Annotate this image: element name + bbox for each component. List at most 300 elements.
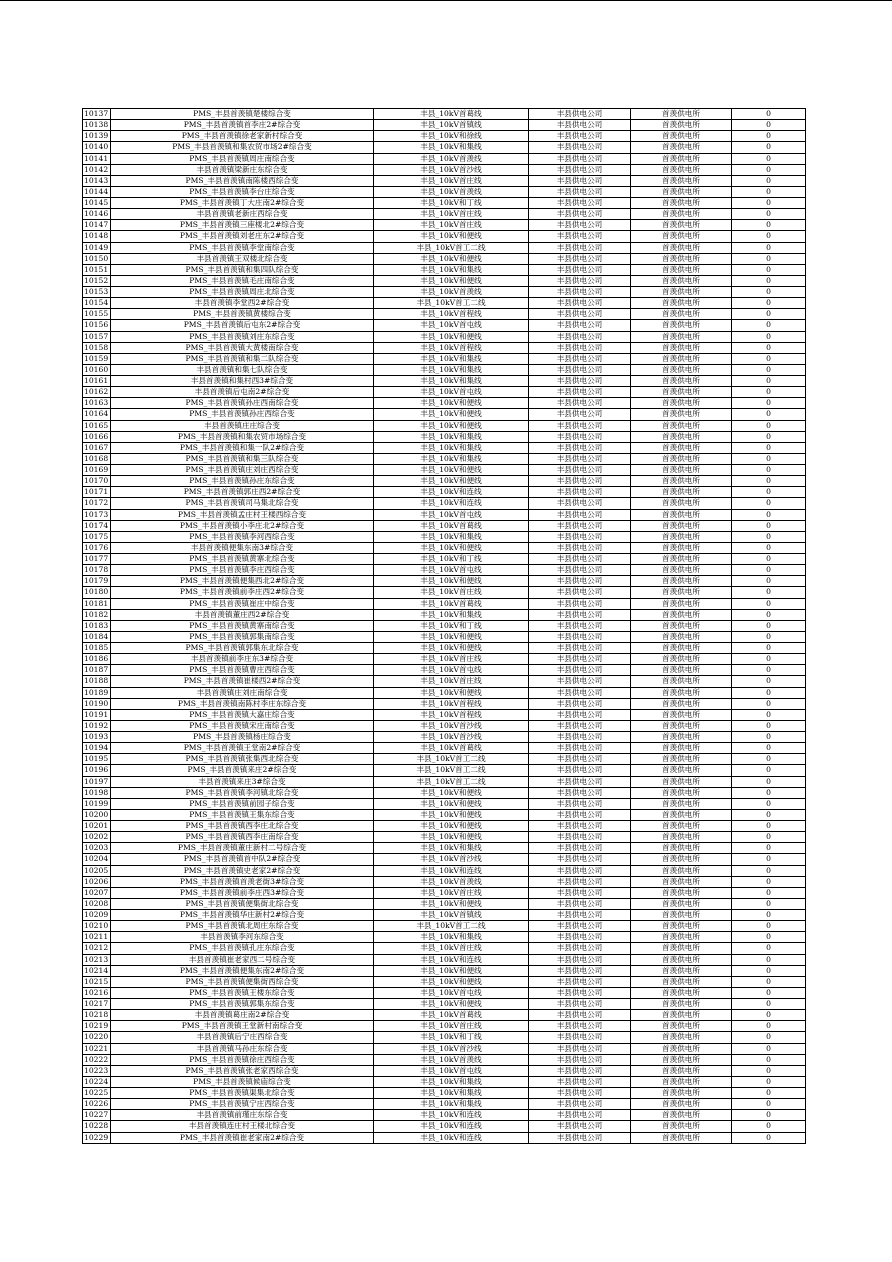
cell-id: 10168 [83,453,111,464]
cell-value: 0 [732,576,806,587]
cell-office: 首羡供电所 [631,865,732,876]
cell-name: PMS_丰县首羡镇和集四队综合变 [111,264,374,275]
cell-value: 0 [732,242,806,253]
cell-name: 丰县首羡镇前瑾庄东综合变 [111,1110,374,1121]
table-row [83,453,806,464]
cell-name: PMS_丰县首羡镇便集街西综合变 [111,976,374,987]
table-row [83,1099,806,1110]
cell-id: 10170 [83,476,111,487]
table-row [83,965,806,976]
cell-name: PMS_丰县首羡镇张老家西综合变 [111,1065,374,1076]
cell-id: 10201 [83,821,111,832]
cell-company: 丰县供电公司 [529,676,631,687]
cell-id: 10141 [83,153,111,164]
cell-line: 丰县_10kV和便线 [374,476,529,487]
cell-id: 10215 [83,976,111,987]
cell-line: 丰县_10kV首镇线 [374,120,529,131]
table-row [83,1132,806,1143]
cell-name: 丰县首羡镇连庄村王楼北综合变 [111,1121,374,1132]
cell-value: 0 [732,1110,806,1121]
cell-company: 丰县供电公司 [529,587,631,598]
cell-id: 10159 [83,353,111,364]
cell-id: 10199 [83,798,111,809]
cell-name: PMS_丰县首羡镇渠集北综合变 [111,1088,374,1099]
table-row [83,631,806,642]
table-row [83,676,806,687]
cell-company: 丰县供电公司 [529,231,631,242]
table-row [83,754,806,765]
cell-office: 首羡供电所 [631,976,732,987]
cell-line: 丰县_10kV和便线 [374,787,529,798]
cell-office: 首羡供电所 [631,465,732,476]
cell-office: 首羡供电所 [631,476,732,487]
cell-company: 丰县供电公司 [529,542,631,553]
table-row [83,264,806,275]
cell-id: 10148 [83,231,111,242]
cell-line: 丰县_10kV和便线 [374,687,529,698]
cell-company: 丰县供电公司 [529,809,631,820]
cell-office: 首羡供电所 [631,709,732,720]
cell-office: 首羡供电所 [631,487,732,498]
cell-office: 首羡供电所 [631,1110,732,1121]
cell-id: 10206 [83,876,111,887]
cell-id: 10146 [83,209,111,220]
cell-value: 0 [732,732,806,743]
table-row [83,921,806,932]
table-row [83,798,806,809]
cell-company: 丰县供电公司 [529,765,631,776]
cell-line: 丰县_10kV和便线 [374,643,529,654]
cell-line: 丰县_10kV首葛线 [374,1010,529,1021]
cell-value: 0 [732,298,806,309]
cell-office: 首羡供电所 [631,798,732,809]
cell-company: 丰县供电公司 [529,409,631,420]
cell-office: 首羡供电所 [631,453,732,464]
cell-line: 丰县_10kV首羡线 [374,876,529,887]
cell-line: 丰县_10kV首工二线 [374,754,529,765]
table-row [83,620,806,631]
cell-name: PMS_丰县首羡镇杨庄综合变 [111,732,374,743]
cell-value: 0 [732,921,806,932]
cell-id: 10144 [83,186,111,197]
cell-value: 0 [732,331,806,342]
table-row [83,509,806,520]
cell-value: 0 [732,832,806,843]
cell-id: 10179 [83,576,111,587]
cell-value: 0 [732,1043,806,1054]
cell-office: 首羡供电所 [631,1088,732,1099]
cell-name: 丰县首羡镇后屯南2#综合变 [111,387,374,398]
cell-office: 首羡供电所 [631,520,732,531]
cell-office: 首羡供电所 [631,598,732,609]
cell-company: 丰县供电公司 [529,654,631,665]
cell-company: 丰县供电公司 [529,242,631,253]
cell-line: 丰县_10kV首程线 [374,342,529,353]
table-row [83,164,806,175]
cell-line: 丰县_10kV首屯线 [374,565,529,576]
cell-office: 首羡供电所 [631,765,732,776]
cell-office: 首羡供电所 [631,209,732,220]
cell-office: 首羡供电所 [631,910,732,921]
cell-id: 10229 [83,1132,111,1143]
table-row [83,298,806,309]
cell-office: 首羡供电所 [631,576,732,587]
cell-id: 10205 [83,865,111,876]
table-row [83,832,806,843]
cell-id: 10160 [83,364,111,375]
cell-id: 10155 [83,309,111,320]
cell-line: 丰县_10kV和集线 [374,1076,529,1087]
cell-name: PMS_丰县首羡镇庄刘庄西综合变 [111,465,374,476]
cell-name: PMS_丰县首羡镇刘庄东综合变 [111,331,374,342]
cell-id: 10138 [83,120,111,131]
cell-name: PMS_丰县首羡镇西李庄北综合变 [111,821,374,832]
cell-id: 10154 [83,298,111,309]
cell-office: 首羡供电所 [631,264,732,275]
cell-id: 10177 [83,554,111,565]
cell-company: 丰县供电公司 [529,554,631,565]
cell-name: PMS_丰县首羡镇小李庄北2#综合变 [111,520,374,531]
table-row [83,999,806,1010]
cell-company: 丰县供电公司 [529,1065,631,1076]
cell-value: 0 [732,821,806,832]
cell-value: 0 [732,565,806,576]
cell-value: 0 [732,498,806,509]
cell-line: 丰县_10kV和便线 [374,809,529,820]
cell-name: PMS_丰县首羡镇和集二队综合变 [111,353,374,364]
cell-id: 10222 [83,1054,111,1065]
cell-name: PMS_丰县首羡镇李庄西综合变 [111,565,374,576]
cell-line: 丰县_10kV首庄线 [374,587,529,598]
cell-name: PMS_丰县首羡镇楚楼综合变 [111,109,374,120]
table-row [83,331,806,342]
cell-value: 0 [732,398,806,409]
cell-name: PMS_丰县首羡镇大嘉庄综合变 [111,709,374,720]
cell-company: 丰县供电公司 [529,965,631,976]
cell-id: 10140 [83,142,111,153]
cell-value: 0 [732,910,806,921]
cell-office: 首羡供电所 [631,654,732,665]
table-row [83,309,806,320]
cell-line: 丰县_10kV和便线 [374,976,529,987]
cell-office: 首羡供电所 [631,932,732,943]
cell-line: 丰县_10kV首工二线 [374,921,529,932]
cell-id: 10165 [83,420,111,431]
cell-company: 丰县供电公司 [529,264,631,275]
cell-id: 10186 [83,654,111,665]
table-row [83,554,806,565]
table-row [83,353,806,364]
cell-value: 0 [732,854,806,865]
cell-office: 首羡供电所 [631,442,732,453]
cell-name: PMS_丰县首羡镇前李庄西3#综合变 [111,887,374,898]
cell-office: 首羡供电所 [631,186,732,197]
table-row [83,954,806,965]
cell-office: 首羡供电所 [631,353,732,364]
cell-line: 丰县_10kV和集线 [374,142,529,153]
cell-value: 0 [732,631,806,642]
cell-line: 丰县_10kV首屯线 [374,509,529,520]
cell-office: 首羡供电所 [631,253,732,264]
cell-line: 丰县_10kV首屯线 [374,387,529,398]
cell-line: 丰县_10kV和便线 [374,798,529,809]
cell-name: PMS_丰县首羡镇南陈楼西综合变 [111,175,374,186]
cell-value: 0 [732,776,806,787]
cell-line: 丰县_10kV首羡线 [374,186,529,197]
cell-value: 0 [732,1010,806,1021]
cell-name: 丰县首羡镇梁新庄东综合变 [111,164,374,175]
cell-id: 10137 [83,109,111,120]
cell-name: PMS_丰县首羡镇郭集东综合变 [111,999,374,1010]
cell-line: 丰县_10kV首庄线 [374,654,529,665]
cell-company: 丰县供电公司 [529,253,631,264]
cell-company: 丰县供电公司 [529,420,631,431]
cell-line: 丰县_10kV首镇线 [374,910,529,921]
cell-company: 丰县供电公司 [529,798,631,809]
cell-office: 首羡供电所 [631,420,732,431]
cell-company: 丰县供电公司 [529,209,631,220]
table-row [83,910,806,921]
cell-office: 首羡供电所 [631,198,732,209]
cell-value: 0 [732,1021,806,1032]
cell-value: 0 [732,887,806,898]
cell-office: 首羡供电所 [631,1021,732,1032]
cell-office: 首羡供电所 [631,554,732,565]
cell-name: PMS_丰县首羡镇大黄楼南综合变 [111,342,374,353]
cell-value: 0 [732,309,806,320]
cell-name: PMS_丰县首羡镇首中队2#综合变 [111,854,374,865]
cell-office: 首羡供电所 [631,843,732,854]
cell-id: 10213 [83,954,111,965]
cell-office: 首羡供电所 [631,1010,732,1021]
cell-line: 丰县_10kV首沙线 [374,164,529,175]
table-row [83,643,806,654]
cell-office: 首羡供电所 [631,999,732,1010]
cell-name: PMS_丰县首羡镇孔庄东综合变 [111,943,374,954]
cell-line: 丰县_10kV首屯线 [374,320,529,331]
table-row [83,1065,806,1076]
cell-id: 10190 [83,698,111,709]
cell-name: PMS_丰县首羡镇郭庄西2#综合变 [111,487,374,498]
cell-value: 0 [732,509,806,520]
cell-line: 丰县_10kV和便线 [374,420,529,431]
cell-company: 丰县供电公司 [529,1132,631,1143]
cell-id: 10171 [83,487,111,498]
cell-line: 丰县_10kV和集线 [374,932,529,943]
table-row [83,709,806,720]
cell-company: 丰县供电公司 [529,520,631,531]
cell-company: 丰县供电公司 [529,398,631,409]
cell-company: 丰县供电公司 [529,153,631,164]
table-row [83,287,806,298]
table-row [83,465,806,476]
cell-name: 丰县首羡镇李河东综合变 [111,932,374,943]
cell-line: 丰县_10kV和便线 [374,965,529,976]
cell-office: 首羡供电所 [631,1099,732,1110]
cell-company: 丰县供电公司 [529,309,631,320]
cell-company: 丰县供电公司 [529,1076,631,1087]
table-row [83,1032,806,1043]
cell-id: 10162 [83,387,111,398]
cell-name: PMS_丰县首羡镇曹庄西综合变 [111,665,374,676]
cell-id: 10223 [83,1065,111,1076]
cell-value: 0 [732,1132,806,1143]
cell-line: 丰县_10kV和集线 [374,453,529,464]
cell-company: 丰县供电公司 [529,921,631,932]
cell-company: 丰县供电公司 [529,320,631,331]
cell-name: PMS_丰县首羡镇后屯东2#综合变 [111,320,374,331]
cell-value: 0 [732,476,806,487]
cell-name: PMS_丰县首羡镇郭集南综合变 [111,631,374,642]
cell-company: 丰县供电公司 [529,976,631,987]
cell-line: 丰县_10kV和集线 [374,353,529,364]
cell-office: 首羡供电所 [631,131,732,142]
table-row [83,809,806,820]
cell-name: PMS_丰县首羡镇和集一队2#综合变 [111,442,374,453]
cell-name: PMS_丰县首羡镇便集东南2#综合变 [111,965,374,976]
table-body [83,109,806,1144]
cell-company: 丰县供电公司 [529,331,631,342]
cell-value: 0 [732,587,806,598]
cell-office: 首羡供电所 [631,320,732,331]
cell-name: PMS_丰县首羡镇李河西综合变 [111,531,374,542]
cell-id: 10203 [83,843,111,854]
cell-company: 丰县供电公司 [529,498,631,509]
cell-line: 丰县_10kV和丁线 [374,620,529,631]
cell-name: PMS_丰县首羡镇王楼东综合变 [111,987,374,998]
table-row [83,542,806,553]
cell-company: 丰县供电公司 [529,843,631,854]
cell-office: 首羡供电所 [631,1032,732,1043]
cell-value: 0 [732,186,806,197]
cell-office: 首羡供电所 [631,720,732,731]
cell-id: 10225 [83,1088,111,1099]
cell-company: 丰县供电公司 [529,743,631,754]
cell-name: PMS_丰县首羡镇董庄新村二号综合变 [111,843,374,854]
cell-line: 丰县_10kV和便线 [374,631,529,642]
table-row [83,487,806,498]
cell-line: 丰县_10kV和丁线 [374,198,529,209]
table-row [83,665,806,676]
cell-name: PMS_丰县首羡镇王堂新村南综合变 [111,1021,374,1032]
cell-company: 丰县供电公司 [529,821,631,832]
cell-office: 首羡供电所 [631,1043,732,1054]
cell-id: 10224 [83,1076,111,1087]
cell-value: 0 [732,987,806,998]
cell-id: 10181 [83,598,111,609]
cell-value: 0 [732,320,806,331]
cell-name: PMS_丰县首羡镇便集街北综合变 [111,898,374,909]
cell-name: PMS_丰县首羡镇和集农贸市场2#综合变 [111,142,374,153]
cell-line: 丰县_10kV首羡线 [374,1054,529,1065]
cell-id: 10172 [83,498,111,509]
cell-id: 10145 [83,198,111,209]
table-row [83,1043,806,1054]
cell-line: 丰县_10kV和集线 [374,609,529,620]
cell-company: 丰县供电公司 [529,687,631,698]
table-row [83,732,806,743]
cell-value: 0 [732,898,806,909]
cell-name: PMS_丰县首羡镇前园子综合变 [111,798,374,809]
cell-office: 首羡供电所 [631,665,732,676]
cell-id: 10139 [83,131,111,142]
cell-office: 首羡供电所 [631,120,732,131]
cell-id: 10151 [83,264,111,275]
table-row [83,987,806,998]
cell-id: 10219 [83,1021,111,1032]
cell-id: 10209 [83,910,111,921]
cell-office: 首羡供电所 [631,954,732,965]
cell-line: 丰县_10kV首沙线 [374,1043,529,1054]
cell-line: 丰县_10kV和便线 [374,999,529,1010]
cell-company: 丰县供电公司 [529,854,631,865]
cell-id: 10207 [83,887,111,898]
cell-id: 10166 [83,431,111,442]
table-row [83,420,806,431]
table-row [83,698,806,709]
table-row [83,198,806,209]
cell-value: 0 [732,876,806,887]
cell-name: 丰县首羡镇李堂西2#综合变 [111,298,374,309]
cell-company: 丰县供电公司 [529,531,631,542]
cell-line: 丰县_10kV和连线 [374,1132,529,1143]
cell-company: 丰县供电公司 [529,898,631,909]
cell-name: PMS_丰县首羡镇孙庄西南综合变 [111,398,374,409]
table-row [83,120,806,131]
cell-name: 丰县首羡镇和集村西3#综合变 [111,376,374,387]
cell-office: 首羡供电所 [631,542,732,553]
cell-value: 0 [732,687,806,698]
cell-name: PMS_丰县首羡镇来庄2#综合变 [111,765,374,776]
cell-company: 丰县供电公司 [529,954,631,965]
cell-value: 0 [732,420,806,431]
cell-office: 首羡供电所 [631,776,732,787]
table-row [83,186,806,197]
table-row [83,976,806,987]
cell-company: 丰县供电公司 [529,109,631,120]
cell-id: 10193 [83,732,111,743]
cell-company: 丰县供电公司 [529,576,631,587]
cell-id: 10163 [83,398,111,409]
cell-value: 0 [732,620,806,631]
table-row [83,821,806,832]
cell-line: 丰县_10kV和集线 [374,264,529,275]
cell-company: 丰县供电公司 [529,887,631,898]
cell-office: 首羡供电所 [631,498,732,509]
cell-name: PMS_丰县首羡镇宋庄南综合变 [111,720,374,731]
cell-name: 丰县首羡镇崔老家西二号综合变 [111,954,374,965]
cell-line: 丰县_10kV和连线 [374,487,529,498]
cell-line: 丰县_10kV首葛线 [374,598,529,609]
cell-value: 0 [732,654,806,665]
cell-company: 丰县供电公司 [529,142,631,153]
cell-office: 首羡供电所 [631,1132,732,1143]
cell-id: 10184 [83,631,111,642]
cell-company: 丰县供电公司 [529,198,631,209]
cell-company: 丰县供电公司 [529,709,631,720]
cell-name: 丰县首羡镇后宁庄西综合变 [111,1032,374,1043]
cell-line: 丰县_10kV和连线 [374,865,529,876]
cell-company: 丰县供电公司 [529,465,631,476]
table-row [83,1088,806,1099]
cell-id: 10188 [83,676,111,687]
cell-name: PMS_丰县首羡镇前李庄西2#综合变 [111,587,374,598]
cell-line: 丰县_10kV和连线 [374,1121,529,1132]
cell-company: 丰县供电公司 [529,1010,631,1021]
cell-line: 丰县_10kV首程线 [374,698,529,709]
cell-value: 0 [732,720,806,731]
cell-id: 10216 [83,987,111,998]
